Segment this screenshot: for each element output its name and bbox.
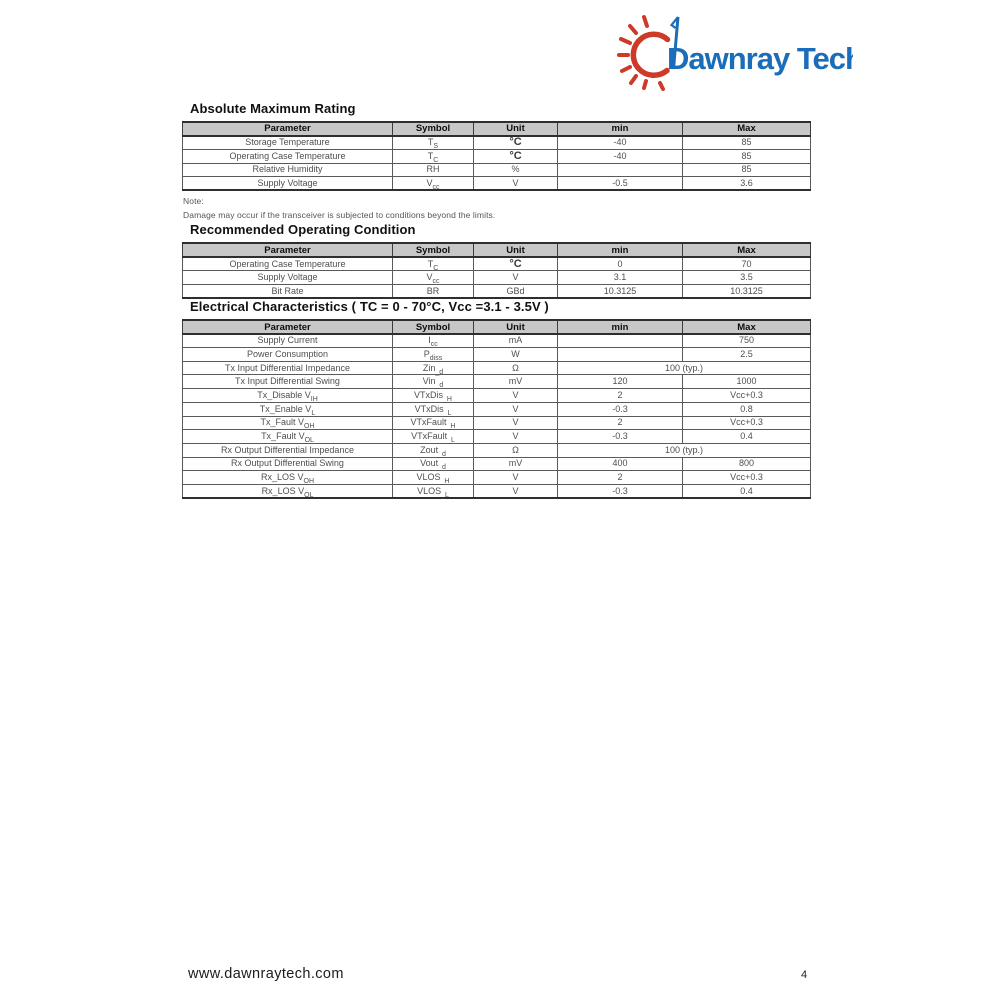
table-cell: 85 <box>683 163 811 177</box>
table-cell <box>558 163 683 177</box>
table-cell: Vcc+0.3 <box>683 416 811 430</box>
table-row <box>183 443 811 457</box>
table-cell: V <box>474 416 558 430</box>
note-block <box>183 194 810 222</box>
table-cell: Operating Case Temperature <box>183 257 393 271</box>
table-cell: GBd <box>474 285 558 299</box>
table-cell: $P_{diss}$ <box>393 348 474 362</box>
table-cell: VTxDis$_{\_H}$ <box>393 389 474 403</box>
table-cell: Tx Input Differential Swing <box>183 375 393 389</box>
table-cell: $VLOS_{\_L}$ <box>393 484 474 498</box>
table-row <box>183 471 811 485</box>
table-cell: 100 (typ.) <box>558 361 811 375</box>
table-cell: V <box>474 389 558 403</box>
table-row <box>183 149 811 163</box>
header-row <box>183 320 811 334</box>
table-cell: $V_{cc}$ <box>393 271 474 285</box>
column-header: Unit <box>474 320 558 334</box>
recommended-operating-condition-table <box>182 242 811 299</box>
table-row <box>183 136 811 150</box>
table-cell: -0.3 <box>558 402 683 416</box>
table-cell: mV <box>474 457 558 471</box>
section-title-absolute-maximum-rating: Absolute Maximum Rating <box>190 101 356 116</box>
table-cell: V <box>474 177 558 191</box>
table-cell: Tx_Fault $V_{OH}$ <box>183 416 393 430</box>
table-cell: Vout$_{\_d}$ <box>393 457 474 471</box>
table-cell: Vcc+0.3 <box>683 471 811 485</box>
column-header: Max <box>683 243 811 257</box>
table-cell: 0.4 <box>683 484 811 498</box>
table-cell: VTxFault$_{\_H}$ <box>393 416 474 430</box>
table-cell: -40 <box>558 136 683 150</box>
table-cell: 120 <box>558 375 683 389</box>
table-row <box>183 361 811 375</box>
table-row <box>183 348 811 362</box>
table-cell: Storage Temperature <box>183 136 393 150</box>
table-row <box>183 402 811 416</box>
table-cell: VTxDis$_{\_L}$ <box>393 402 474 416</box>
table-row <box>183 416 811 430</box>
table-cell: 3.1 <box>558 271 683 285</box>
column-header: Unit <box>474 243 558 257</box>
table-cell: RH <box>393 163 474 177</box>
table-cell: Rx Output Differential Impedance <box>183 443 393 457</box>
footer-website: www.dawnraytech.com <box>188 966 344 982</box>
table-cell: °C <box>474 136 558 150</box>
table-cell: Rx Output Differential Swing <box>183 457 393 471</box>
table-cell: VTxFault$_{\_L}$ <box>393 430 474 444</box>
page-number: 4 <box>801 969 808 981</box>
table-cell: 1000 <box>683 375 811 389</box>
table-cell: °C <box>474 149 558 163</box>
table-cell: W <box>474 348 558 362</box>
table-cell: 0.4 <box>683 430 811 444</box>
table-cell: 3.6 <box>683 177 811 191</box>
table-cell: -40 <box>558 149 683 163</box>
column-header: min <box>558 243 683 257</box>
table-row <box>183 271 811 285</box>
table-cell: $V_{cc}$ <box>393 177 474 191</box>
table-cell: 400 <box>558 457 683 471</box>
table-cell: 2 <box>558 389 683 403</box>
column-header: Unit <box>474 122 558 136</box>
table-cell: Ω <box>474 361 558 375</box>
table-cell: 2 <box>558 471 683 485</box>
table-cell: -0.3 <box>558 430 683 444</box>
table-cell: Zout$_{\_d}$ <box>393 443 474 457</box>
table-cell: Vcc+0.3 <box>683 389 811 403</box>
column-header: Parameter <box>183 243 393 257</box>
table-cell: -0.3 <box>558 484 683 498</box>
table-row <box>183 457 811 471</box>
table-cell <box>558 334 683 348</box>
table-cell: 3.5 <box>683 271 811 285</box>
electrical-characteristics-table <box>182 319 811 499</box>
table-cell: 100 (typ.) <box>558 443 811 457</box>
table-cell: 85 <box>683 149 811 163</box>
table-row <box>183 285 811 299</box>
table-cell: 0 <box>558 257 683 271</box>
table-cell: Supply Voltage <box>183 271 393 285</box>
logo-wordmark: Dawnray Tech <box>667 41 853 76</box>
table-cell: $T_C$ <box>393 149 474 163</box>
logo <box>615 10 853 92</box>
table-cell <box>558 348 683 362</box>
table-cell: Relative Humidity <box>183 163 393 177</box>
table-cell: BR <box>393 285 474 299</box>
absolute-maximum-rating-table <box>182 121 811 191</box>
sun-crescent-icon <box>633 34 667 75</box>
table-cell: 10.3125 <box>558 285 683 299</box>
table-cell: 750 <box>683 334 811 348</box>
table-cell: 2 <box>558 416 683 430</box>
table-cell: $VLOS_{\_H}$ <box>393 471 474 485</box>
column-header: Parameter <box>183 320 393 334</box>
header-row <box>183 243 811 257</box>
table-cell: Supply Current <box>183 334 393 348</box>
table-cell: V <box>474 430 558 444</box>
table-cell: Vin$_{\_d}$ <box>393 375 474 389</box>
table-cell: V <box>474 271 558 285</box>
table-row <box>183 430 811 444</box>
table-cell: 85 <box>683 136 811 150</box>
table-cell: V <box>474 402 558 416</box>
table-cell: mV <box>474 375 558 389</box>
table-row <box>183 389 811 403</box>
dawnray-logo-graphic <box>615 10 853 92</box>
table-cell: -0.5 <box>558 177 683 191</box>
table-cell: 0.8 <box>683 402 811 416</box>
table-cell: Ω <box>474 443 558 457</box>
note-label: Note: <box>183 196 204 207</box>
column-header: Parameter <box>183 122 393 136</box>
table-row <box>183 334 811 348</box>
table-cell: °C <box>474 257 558 271</box>
table-cell: % <box>474 163 558 177</box>
table-row <box>183 257 811 271</box>
section-title-recommended-operating-condition: Recommended Operating Condition <box>190 222 416 238</box>
table-cell: 2.5 <box>683 348 811 362</box>
table-row <box>183 177 811 191</box>
table-cell: $T_C$ <box>393 257 474 271</box>
table-cell: 800 <box>683 457 811 471</box>
column-header: min <box>558 122 683 136</box>
column-header: Symbol <box>393 122 474 136</box>
header-row <box>183 122 811 136</box>
table-cell: V <box>474 471 558 485</box>
table-cell: 10.3125 <box>683 285 811 299</box>
table-cell: Bit Rate <box>183 285 393 299</box>
table-cell: Supply Voltage <box>183 177 393 191</box>
table-cell: Zin$_{\_d}$ <box>393 361 474 375</box>
table-row <box>183 375 811 389</box>
table-cell: Tx_Enable $V_L$ <box>183 402 393 416</box>
table-row <box>183 484 811 498</box>
note-text: Damage may occur if the transceiver is subjected to conditions beyond the limits. <box>183 210 496 221</box>
content-column <box>182 101 810 499</box>
table-cell: $T_S$ <box>393 136 474 150</box>
table-row <box>183 163 811 177</box>
table-cell: mA <box>474 334 558 348</box>
section-title-electrical-characteristics: Electrical Characteristics ( TC = 0 - 70°C, Vcc =3.1 - 3.5V ) <box>190 299 549 315</box>
table-cell: Operating Case Temperature <box>183 149 393 163</box>
column-header: Symbol <box>393 320 474 334</box>
column-header: Max <box>683 122 811 136</box>
table-cell: 70 <box>683 257 811 271</box>
column-header: Symbol <box>393 243 474 257</box>
table-cell: Tx_Fault $V_{OL}$ <box>183 430 393 444</box>
sun-rays-icon <box>619 17 663 89</box>
table-cell: Power Consumption <box>183 348 393 362</box>
column-header: min <box>558 320 683 334</box>
table-cell: V <box>474 484 558 498</box>
table-cell: Tx_Disable $V_{IH}$ <box>183 389 393 403</box>
table-cell: Rx_LOS $V_{OH}$ <box>183 471 393 485</box>
table-cell: $I_{cc}$ <box>393 334 474 348</box>
table-cell: Rx_LOS $V_{OL}$ <box>183 484 393 498</box>
column-header: Max <box>683 320 811 334</box>
table-cell: Tx Input Differential Impedance <box>183 361 393 375</box>
